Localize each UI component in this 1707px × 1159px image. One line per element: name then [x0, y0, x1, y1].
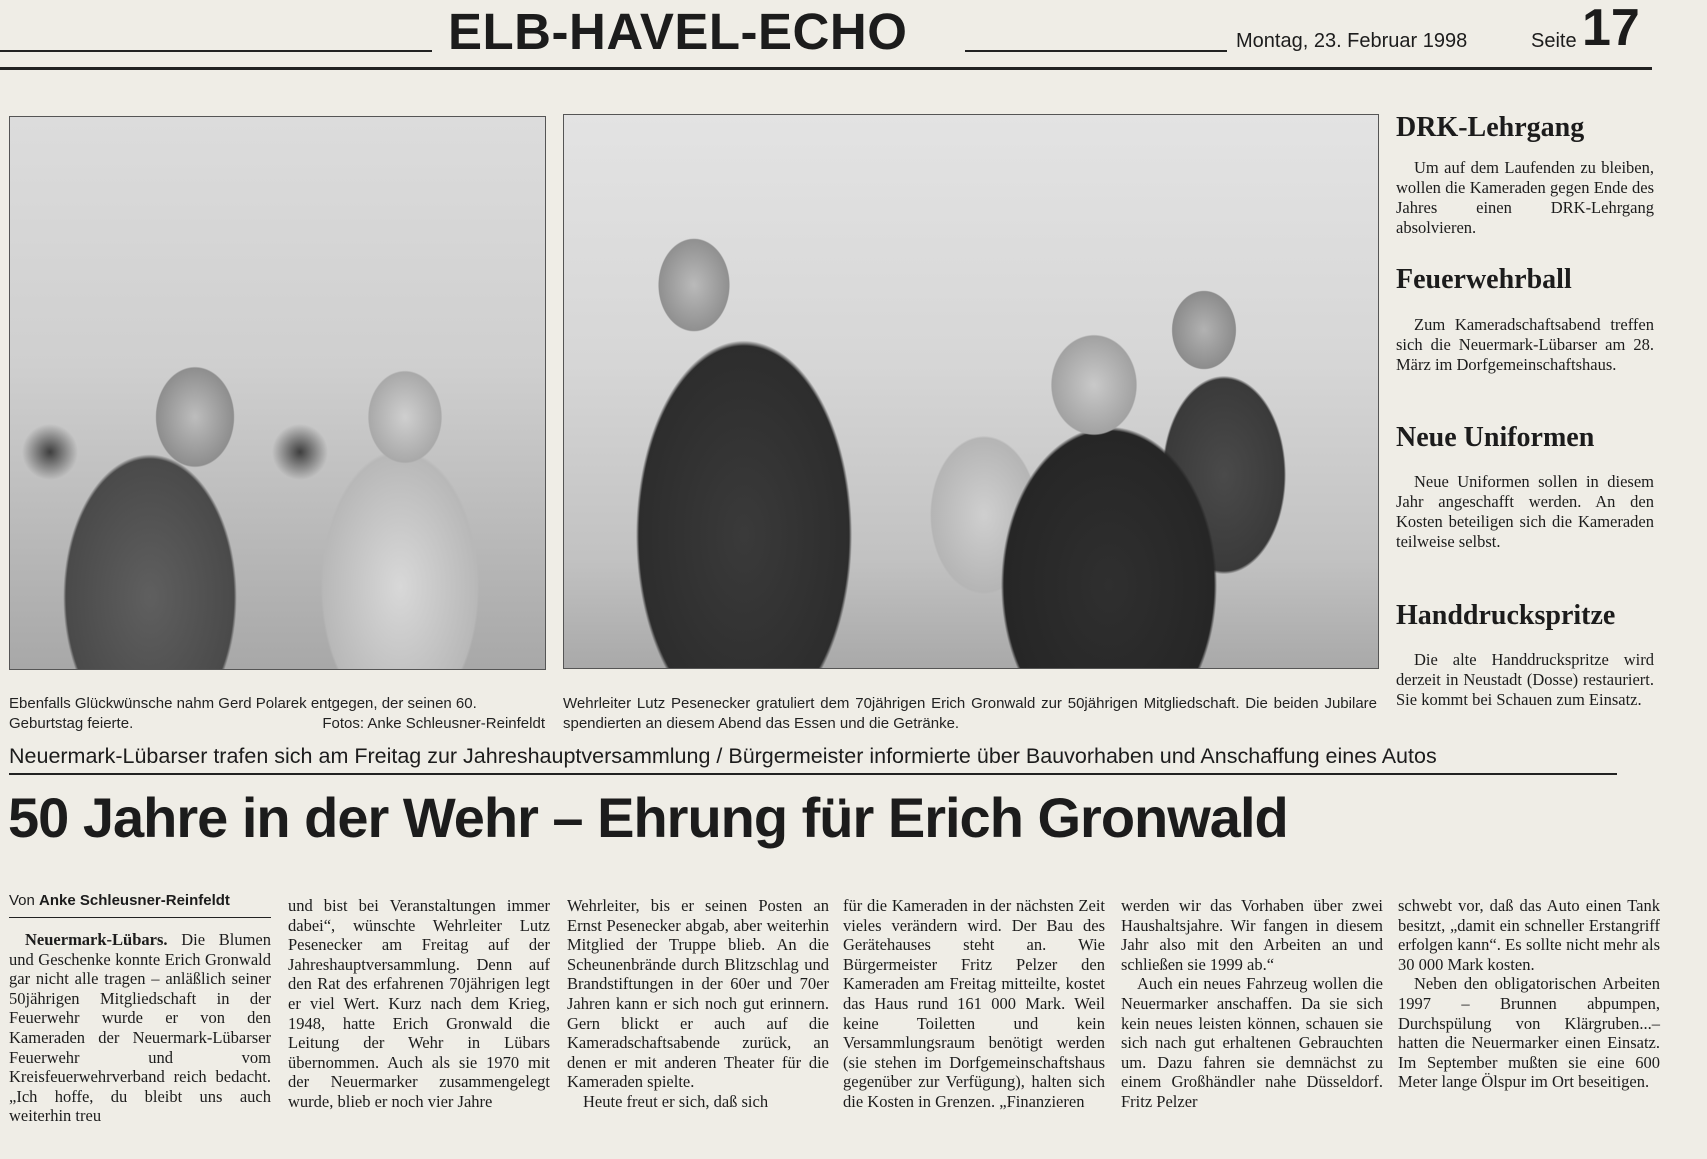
masthead-rule-right — [965, 50, 1227, 52]
column-5-text-2: Auch ein neues Fahrzeug wollen die Neuermarker anschaffen. Da sie sich kein neues leisten können, schauen sie sich nach gut erhaltenen Gebrauchten um. Dazu fahren sie demnächst zu einem Großhändler nahe Düsseldorf. Fritz Pelzer — [1121, 974, 1383, 1111]
page-label: Seite — [1531, 30, 1577, 52]
photo-caption-right: Wehrleiter Lutz Pesenecker gratuliert dem 70jährigen Erich Gronwald zur 50jährigen Mitgliedschaft. Die beiden Jubilare spendierten an diesem Abend das Essen und die Getränke. — [563, 695, 1377, 732]
byline-author: Anke Schleusner-Reinfeldt — [39, 892, 230, 909]
photo-caption-left: Ebenfalls Glückwünsche nahm Gerd Polarek entgegen, der seinen 60. — [9, 695, 477, 712]
masthead-rule-left — [0, 50, 432, 52]
column-6-text-2: Neben den obligatorischen Arbeiten 1997 – Brunnen abpumpen, Durchspülung von Klärgruben...– hatten die Neuermarker einen Einsatz. Im September mußten sie eine 600 Meter lange Ölspur im Ort beseitigen. — [1398, 974, 1660, 1092]
photo-erich-gronwald — [563, 114, 1379, 669]
header-rule — [0, 67, 1652, 70]
byline-rule — [9, 917, 271, 918]
sidebar-heading-drk: DRK-Lehrgang — [1396, 112, 1585, 143]
article-headline: 50 Jahre in der Wehr – Ehrung für Erich Gronwald — [8, 786, 1288, 849]
photo-caption-left-end: Geburtstag feierte. — [9, 715, 134, 732]
subheadline-rule — [9, 773, 1617, 775]
dateline: Neuermark-Lübars. — [25, 930, 168, 949]
sidebar-heading-uniformen: Neue Uniformen — [1396, 422, 1595, 453]
article-column-1 — [9, 930, 271, 1126]
sidebar-text-handdruckspritze: Die alte Handdruckspritze wird derzeit in Neustadt (Dosse) restauriert. Sie kommt bei Schauen zum Einsatz. — [1396, 650, 1654, 709]
sidebar-text-uniformen: Neue Uniformen sollen in diesem Jahr angeschafft werden. An den Kosten beteiligen sich die Kameraden teilweise selbst. — [1396, 472, 1654, 551]
sidebar-text-drk: Um auf dem Laufenden zu bleiben, wollen die Kameraden gegen Ende des Jahres einen DRK-Lehrgang absolvieren. — [1396, 158, 1654, 237]
column-4-text: für die Kameraden in der nächsten Zeit vieles verändern wird. Der Bau des Gerätehauses steht an. Wie Bürgermeister Fritz Pelzer den Kameraden am Freitag mitteilte, kostet das Haus rund 161 000 Mark. Weil keine Toiletten und kein Versammlungsraum benötigt werden (sie stehen im Dorfgemeinschaftshaus gegenüber zur Verfügung), halten sich die Kosten in Grenzen. „Finanzieren — [843, 896, 1105, 1111]
byline-prefix: Von — [9, 892, 35, 909]
article-column-3 — [567, 896, 829, 1112]
column-6-text: schwebt vor, daß das Auto einen Tank besitzt, „damit ein schneller Erstangriff erfolgen kann“. Es sollte nicht mehr als 30 000 Mark kosten. — [1398, 896, 1660, 974]
column-3-text: Wehrleiter, bis er seinen Posten an Ernst Pesenecker abgab, aber weiterhin Mitglied der Truppe blieb. An die Scheunenbrände durch Blitzschlag und Brandstiftungen in der 60er und 70er Jahren kann er sich noch gut erinnern. Gern blickt er auch auf die Kameradschaftsabende zurück, an denen er mit anderen Theater für die Kameraden spielte. — [567, 896, 829, 1092]
article-column-6 — [1398, 896, 1660, 1092]
sidebar-text-feuerwehrball: Zum Kameradschaftsabend treffen sich die Neuermark-Lübarser am 28. März im Dorfgemeinschaftshaus. — [1396, 315, 1654, 374]
sidebar-heading-feuerwehrball: Feuerwehrball — [1396, 264, 1572, 295]
page-number: 17 — [1582, 0, 1640, 57]
article-column-5 — [1121, 896, 1383, 1112]
photo-gerd-polarek — [9, 116, 546, 670]
column-2-text: und bist bei Veranstaltungen immer dabei“, wünschte Wehrleiter Lutz Pesenecker am Freitag auf der Jahreshauptversammlung. Denn auf den Rat des erfahrenen 70jährigen legt er viel Wert. Kurz nach dem Krieg, 1948, hatte Erich Gronwald die Leitung der Wehr in Lübars übernommen. Auch als sie 1970 mit der Neuermarker zusammengelegt wurde, blieb er noch vier Jahre — [288, 896, 550, 1111]
photo-credit: Fotos: Anke Schleusner-Reinfeldt — [322, 715, 545, 732]
article-column-4 — [843, 896, 1105, 1112]
column-5-text: werden wir das Vorhaben über zwei Haushaltsjahre. Wir fangen in diesem Jahr also mit den Arbeiten an und schließen sie 1999 ab.“ — [1121, 896, 1383, 974]
byline — [9, 892, 230, 909]
column-1-text: Die Blumen und Geschenke konnte Erich Gronwald gar nicht alle tragen – anläßlich seiner 50jährigen Mitgliedschaft in der Feuerwehr wurde er von den Kameraden der Neuermark-Lübarser Feuerwehr und vom Kreisfeuerwehrverband reich bedacht. „Ich hoffe, du bleibt uns auch weiterhin treu — [9, 930, 272, 1126]
article-column-2 — [288, 896, 550, 1112]
issue-date: Montag, 23. Februar 1998 — [1236, 30, 1468, 52]
newspaper-title: ELB-HAVEL-ECHO — [448, 3, 908, 60]
column-3-text-2: Heute freut er sich, daß sich — [583, 1091, 769, 1111]
sidebar-heading-handdruckspritze: Handdruckspritze — [1396, 600, 1616, 631]
photo-caption-left-line2 — [9, 714, 545, 734]
article-subheadline: Neuermark-Lübarser trafen sich am Freitag zur Jahreshauptversammlung / Bürgermeister informierte über Bauvorhaben und Anschaffung eines Autos — [9, 744, 1437, 768]
